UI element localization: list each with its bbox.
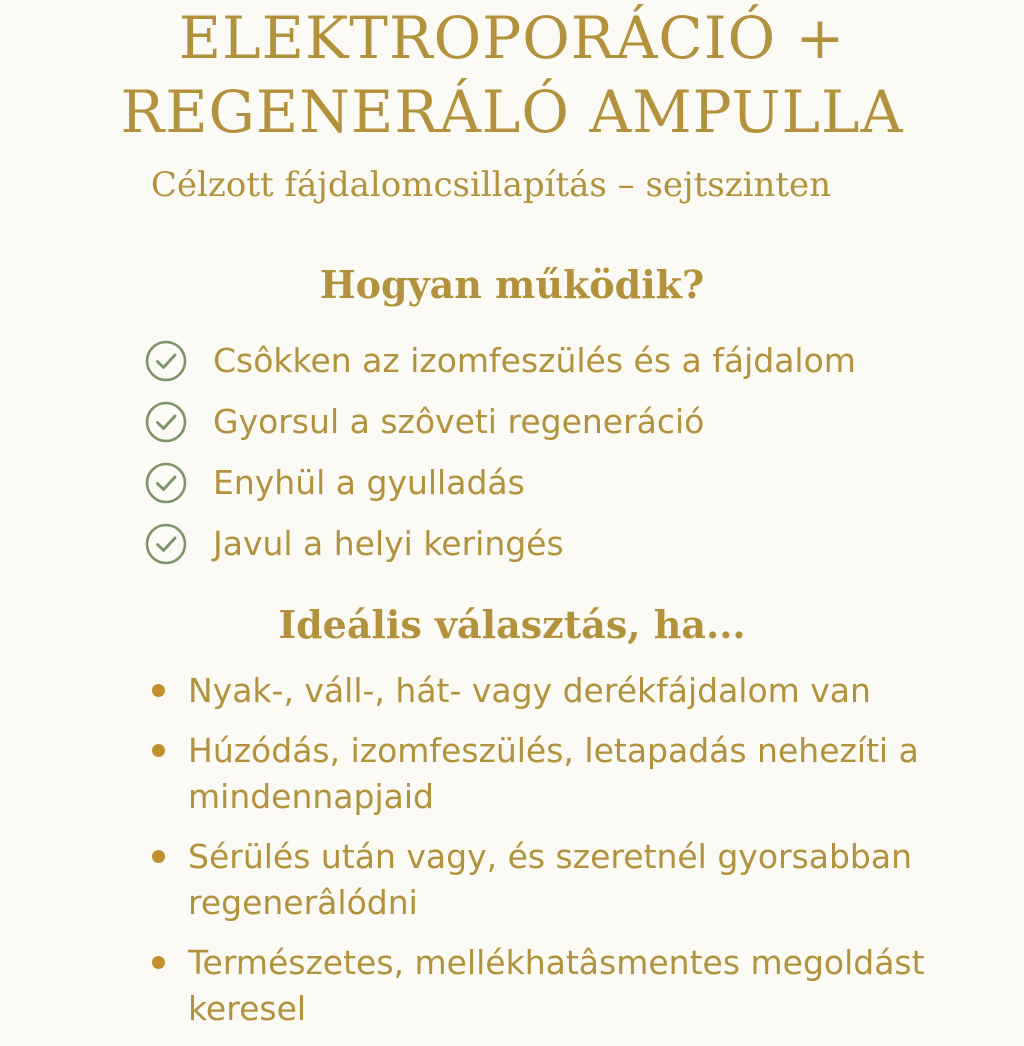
benefits-list (145, 330, 856, 574)
bullet-dot-icon (152, 956, 165, 969)
ideal-for-list (150, 668, 980, 1046)
benefit-item (145, 452, 856, 513)
check-circle-icon (145, 523, 187, 565)
bullet-dot-icon (152, 684, 165, 697)
check-circle-icon (145, 401, 187, 443)
title-line-1: ELEKTROPORÁCIÓ + (178, 4, 846, 72)
benefit-label: Javul a helyi keringés (213, 523, 564, 563)
benefit-item (145, 330, 856, 391)
subtitle: Célzott fájdalomcsillapítás – sejtszinten (150, 165, 832, 205)
check-circle-icon (145, 340, 187, 382)
benefit-item (145, 391, 856, 452)
title-line-2: REGENERÁLÓ AMPULLA (120, 78, 904, 146)
ideal-for-item (150, 728, 980, 820)
benefit-label: Csôkken az izomfeszülés és a fájdalom (213, 340, 856, 380)
benefit-label: Enyhül a gyulladás (213, 462, 525, 502)
benefit-item (145, 513, 856, 574)
ideal-for-item (150, 668, 980, 714)
ideal-for-item (150, 940, 980, 1032)
check-circle-icon (145, 462, 187, 504)
ideal-for-label: Természetes, mellékhatâsmentes megoldást keresel (188, 943, 925, 1028)
how-it-works-heading: Hogyan működik? (319, 262, 705, 307)
ideal-for-item (150, 834, 980, 926)
ideal-for-label: Húzódás, izomfeszülés, letapadás nehezíti a mindennapjaid (188, 731, 919, 816)
ideal-for-label: Sérülés után vagy, és szeretnél gyorsabban regenerâlódni (188, 837, 913, 922)
bullet-dot-icon (152, 744, 165, 757)
benefit-label: Gyorsul a szôveti regeneráció (213, 401, 705, 441)
bullet-dot-icon (152, 850, 165, 863)
ideal-for-heading: Ideális választás, ha... (278, 602, 746, 647)
ideal-for-label: Nyak-, váll-, hát- vagy derékfájdalom van (188, 671, 871, 710)
